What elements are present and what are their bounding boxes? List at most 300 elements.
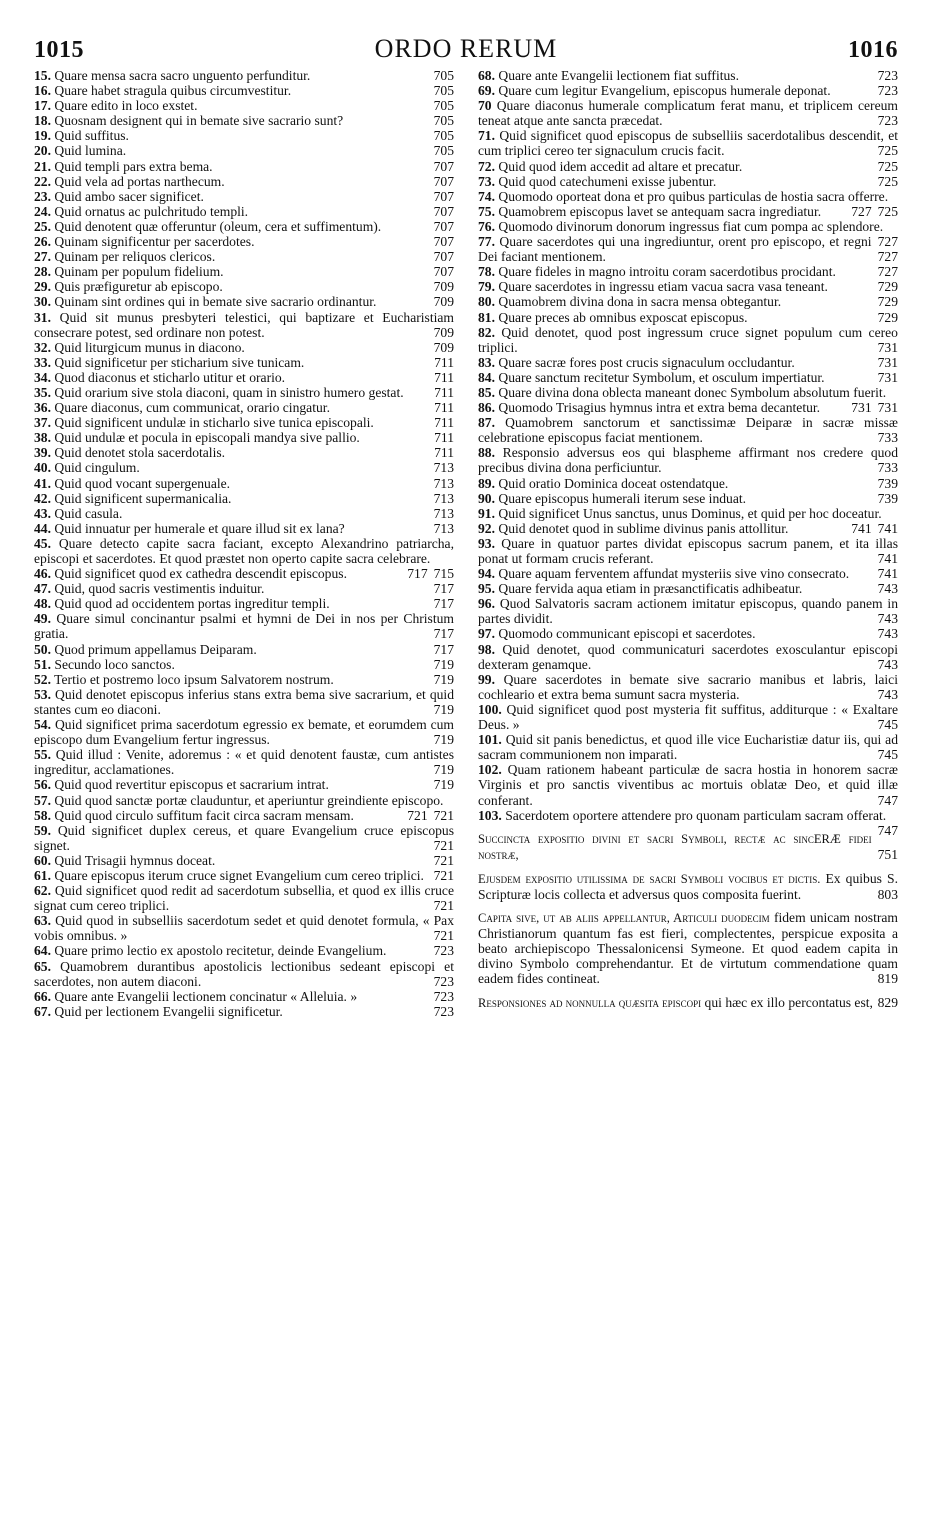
entry-number: 29. xyxy=(34,279,51,295)
entry-page-ref: 729 xyxy=(877,279,898,295)
index-entry xyxy=(34,189,454,204)
index-entry xyxy=(34,808,454,823)
summary-entry xyxy=(478,910,898,986)
index-entry xyxy=(478,445,898,475)
entry-number: 31. xyxy=(34,309,51,325)
entry-number: 94. xyxy=(478,566,495,582)
entry-text: Quamobrem sanctorum et sanctissimæ Deiparæ in sacræ missæ celebratione episcopus faciat mentionem. xyxy=(478,415,898,446)
entry-number: 74. xyxy=(478,188,495,204)
entry-number: 79. xyxy=(478,279,495,295)
entry-page-ref: 723 xyxy=(877,113,898,129)
entry-page-ref: 707 xyxy=(433,218,454,234)
entry-page-ref: 717 xyxy=(433,581,454,597)
entry-text: Quomodo communicant episcopi et sacerdotes. xyxy=(498,626,756,642)
summary-page-ref: 819 xyxy=(877,971,898,987)
entry-text: Quare preces ab omnibus exposcat episcopus. xyxy=(498,309,748,325)
entry-text: Quid oratio Dominica doceat ostendatque. xyxy=(498,475,729,491)
index-entry xyxy=(34,657,454,672)
index-entry xyxy=(478,415,898,445)
entry-number: 84. xyxy=(478,369,495,385)
entry-page-ref: 743 xyxy=(877,686,898,702)
index-entry xyxy=(34,581,454,596)
index-entry xyxy=(34,98,454,113)
index-entry xyxy=(34,1004,454,1019)
index-entry xyxy=(34,310,454,340)
index-entry xyxy=(34,219,454,234)
index-entry xyxy=(478,128,898,158)
entry-text: Quid significetur per sticharium sive tunicam. xyxy=(54,354,305,370)
entry-number: 101. xyxy=(478,732,502,748)
entry-text: Quid sit munus presbyteri telestici, qui baptizare et Eucharistiam consecrare potest, sed ordinare non potest. xyxy=(34,309,454,340)
index-entry xyxy=(478,264,898,279)
index-entry xyxy=(34,959,454,989)
entry-page-ref: 725 xyxy=(877,143,898,159)
entry-text: Quare primo lectio ex apostolo recitetur, deinde Evangelium. xyxy=(54,943,387,959)
index-entry xyxy=(478,642,898,672)
entry-text: Quid quod circulo suffitum facit circa sacram mensam. xyxy=(54,807,354,823)
entry-number: 59. xyxy=(34,822,51,838)
entry-text: Quod diaconus et sticharlo utitur et orario. xyxy=(54,369,286,385)
entry-number: 64. xyxy=(34,943,51,959)
entry-page-ref: 711 xyxy=(434,430,454,446)
entry-number: 85. xyxy=(478,384,495,400)
entry-text: Quare sacerdotes in ingressu etiam vacua sacra vasa teneant. xyxy=(498,279,828,295)
index-entry xyxy=(34,476,454,491)
entry-number: 48. xyxy=(34,596,51,612)
index-entry xyxy=(478,83,898,98)
entry-text: Quare episcopus humerali iterum sese induat. xyxy=(498,490,747,506)
entry-number: 97. xyxy=(478,626,495,642)
entry-page-ref: 729 xyxy=(877,309,898,325)
entry-number: 86. xyxy=(478,400,495,416)
index-entry xyxy=(478,762,898,807)
entry-text: Quid significet quod episcopus de subselliis sacerdotalibus descendit, et cum triplici cereo ter signaculum crucis facit. xyxy=(478,128,899,159)
entry-text: Quare fervida aqua etiam in præsanctificatis adhibeatur. xyxy=(498,581,803,597)
page-number-left: 1015 xyxy=(34,37,84,63)
entry-text: Quinam significentur per sacerdotes. xyxy=(54,234,255,250)
entry-number: 17. xyxy=(34,98,51,114)
entry-page-ref: 725 xyxy=(877,158,898,174)
entry-text: Quare in quatuor partes dividat episcopus sacrum panem, et ita illas ponat ut formam crucis referant. xyxy=(478,535,898,566)
summary-lead: Capita sive, ut ab aliis appellantur, Articuli duodecim xyxy=(478,911,770,926)
entry-text: Quid per lectionem Evangelii significetur. xyxy=(54,1003,283,1019)
index-entry xyxy=(478,174,898,189)
entry-page-ref: 717 xyxy=(407,566,428,582)
entry-page-ref: 717 xyxy=(433,596,454,612)
entry-page-ref: 705 xyxy=(433,98,454,114)
entry-page-ref: 719 xyxy=(433,777,454,793)
entry-text: Quamobrem episcopus lavet se antequam sacra ingrediatur. xyxy=(498,203,822,219)
index-entry xyxy=(34,460,454,475)
index-entry xyxy=(478,325,898,355)
index-entry xyxy=(478,626,898,641)
entry-text: Quid sit panis benedictus, et quod ille vice Eucharistiæ datur iis, qui ad sacram communionem non imparati. xyxy=(478,732,899,763)
entry-text: Quam rationem habeant particulæ de sacra hostia in honorem sacræ Virginis et pro sanctis viventibus ac mortuis oblatæ Deo, et quid illæ conferant. xyxy=(478,762,898,808)
entry-text: Quid quod idem accedit ad altare et precatur. xyxy=(498,158,743,174)
index-entry xyxy=(34,491,454,506)
entry-text: Quid cingulum. xyxy=(54,460,140,476)
entry-text: Sacerdotem oportere attendere pro quonam particulam sacram offerat. xyxy=(505,807,887,823)
entry-number: 35. xyxy=(34,384,51,400)
summary-entry xyxy=(478,871,898,902)
entry-page-ref: 705 xyxy=(433,143,454,159)
entry-page-ref: 727 xyxy=(877,249,898,265)
index-entry xyxy=(34,264,454,279)
entry-text: Quid, quod sacris vestimentis induitur. xyxy=(54,581,265,597)
index-entry xyxy=(478,234,898,264)
entry-text: Quid innuatur per humerale et quare illud sit ex lana? xyxy=(54,520,345,536)
entry-text: Quamobrem durantibus apostolicis lectionibus sedeant episcopi et sacerdotes, non autem diaconi. xyxy=(34,958,454,989)
entry-number: 44. xyxy=(34,520,51,536)
entry-number: 42. xyxy=(34,490,51,506)
entry-text: Quid denotet stola sacerdotalis. xyxy=(54,445,226,461)
entry-text: Quid templi pars extra bema. xyxy=(54,158,213,174)
index-entry xyxy=(34,294,454,309)
entry-text: Quare mensa sacra sacro unguento perfunditur. xyxy=(54,68,311,83)
entry-page-ref: 723 xyxy=(433,1003,454,1019)
entry-text: Quid casula. xyxy=(54,505,123,521)
entry-page-ref: 705 xyxy=(433,83,454,99)
entry-text: Quid quod ad occidentem portas ingreditur templi. xyxy=(54,596,330,612)
index-entry xyxy=(34,943,454,958)
index-entry xyxy=(34,823,454,853)
entry-text: Quare cum legitur Evangelium, episcopus humerale deponat. xyxy=(498,83,831,99)
entry-text: Quid significet Unus sanctus, unus Dominus, et quid per hoc doceatur. xyxy=(498,505,882,521)
entry-page-ref: 731 xyxy=(851,400,872,416)
entry-number: 73. xyxy=(478,173,495,189)
entry-number: 69. xyxy=(478,83,495,99)
entry-number: 62. xyxy=(34,883,51,899)
entry-number: 68. xyxy=(478,68,495,83)
entry-text: Quod Salvatoris sacram actionem imitatur episcopus, quando panem in partes dividit. xyxy=(478,596,898,627)
entry-page-ref: 725 xyxy=(877,173,898,189)
entry-page-ref: 711 xyxy=(434,400,454,416)
entry-text: Quid significet quod redit ad sacerdotum subsellia, et quod ex illis cruce signat cum cereo triplici. xyxy=(34,883,454,914)
index-entry xyxy=(34,777,454,792)
entry-text: Quid vela ad portas narthecum. xyxy=(54,173,225,189)
entry-page-ref: 707 xyxy=(433,158,454,174)
index-entry xyxy=(478,491,898,506)
entry-number: 80. xyxy=(478,294,495,310)
entry-page-ref: 711 xyxy=(434,369,454,385)
entry-page-ref: 713 xyxy=(433,475,454,491)
summary-text: Ex quibus S. Scripturæ locis collecta et adversus quos composita fuerint. xyxy=(478,870,898,902)
entry-page-ref: 705 xyxy=(433,68,454,83)
index-entry xyxy=(34,113,454,128)
entry-number: 54. xyxy=(34,717,51,733)
index-entry xyxy=(478,672,898,702)
entry-number: 103. xyxy=(478,807,502,823)
entry-page-ref: 711 xyxy=(434,384,454,400)
entry-number: 66. xyxy=(34,988,51,1004)
entry-page-ref: 733 xyxy=(877,460,898,476)
entry-page-ref: 705 xyxy=(433,128,454,144)
entry-number: 75. xyxy=(478,203,495,219)
entry-page-ref: 713 xyxy=(433,505,454,521)
entry-text: Tertio et postremo loco ipsum Salvatorem nostrum. xyxy=(54,671,334,687)
entry-number: 99. xyxy=(478,671,495,687)
entry-page-ref: 721 xyxy=(433,837,454,853)
entry-text: Quid quod vocant supergenuale. xyxy=(54,475,231,491)
entry-page-ref: 743 xyxy=(877,626,898,642)
index-entry xyxy=(34,566,454,581)
entry-page-ref: 709 xyxy=(433,339,454,355)
entry-page-ref: 723 xyxy=(433,943,454,959)
entry-page-ref: 721 xyxy=(407,807,428,823)
entry-page-ref: 723 xyxy=(433,973,454,989)
left-column xyxy=(34,68,454,1019)
index-entry xyxy=(478,521,898,536)
entry-page-ref: 715 xyxy=(433,566,454,582)
entry-page-ref: 745 xyxy=(877,717,898,733)
entry-number: 52. xyxy=(34,671,51,687)
entry-page-ref: 727 xyxy=(877,234,898,250)
entry-page-ref: 733 xyxy=(877,430,898,446)
entry-page-ref: 741 xyxy=(851,520,872,536)
entry-number: 60. xyxy=(34,852,51,868)
index-entry xyxy=(478,294,898,309)
summary-entry xyxy=(478,831,898,863)
index-entry xyxy=(478,68,898,83)
entry-text: Quis præfiguretur ab episcopo. xyxy=(54,279,223,295)
entry-text: Quare fideles in magno introitu coram sacerdotibus procidant. xyxy=(498,264,836,280)
entry-page-ref: 725 xyxy=(877,203,898,219)
index-entry xyxy=(34,234,454,249)
entry-page-ref: 741 xyxy=(877,566,898,582)
entry-number: 19. xyxy=(34,128,51,144)
entry-text: Quare simul concinantur psalmi et hymni de Dei in nos per Christum gratia. xyxy=(34,611,454,642)
index-entry xyxy=(34,596,454,611)
entry-number: 16. xyxy=(34,83,51,99)
entry-text: Quid Trisagii hymnus doceat. xyxy=(54,852,216,868)
entry-page-ref: 743 xyxy=(877,611,898,627)
entry-page-ref: 707 xyxy=(433,203,454,219)
index-entry xyxy=(478,476,898,491)
entry-page-ref: 713 xyxy=(433,520,454,536)
entry-number: 34. xyxy=(34,369,51,385)
entry-number: 50. xyxy=(34,641,51,657)
entry-text: Quid quod sanctæ portæ clauduntur, et aperiuntur greindiente episcopo. xyxy=(54,792,444,808)
entry-page-ref: 743 xyxy=(877,656,898,672)
index-entry xyxy=(478,159,898,174)
entry-number: 96. xyxy=(478,596,495,612)
entry-page-ref: 731 xyxy=(877,339,898,355)
entry-number: 47. xyxy=(34,581,51,597)
index-entry xyxy=(34,430,454,445)
entry-page-ref: 731 xyxy=(877,400,898,416)
index-entry xyxy=(34,204,454,219)
entry-number: 43. xyxy=(34,505,51,521)
index-entry xyxy=(34,68,454,83)
entry-text: Quomodo Trisagius hymnus intra et extra bema decantetur. xyxy=(498,400,821,416)
entry-number: 45. xyxy=(34,535,51,551)
entry-number: 61. xyxy=(34,867,51,883)
entry-number: 21. xyxy=(34,158,51,174)
entry-text: Quare episcopus iterum cruce signet Evangelium cum cereo triplici. xyxy=(54,867,424,883)
entry-page-ref: 747 xyxy=(877,822,898,838)
entry-page-ref: 731 xyxy=(877,369,898,385)
entry-number: 98. xyxy=(478,641,495,657)
entry-text: Quare diaconus, cum communicat, orario cingatur. xyxy=(54,400,330,416)
entry-text: Quosnam designent qui in bemate sive sacrario sunt? xyxy=(54,113,344,129)
entry-number: 67. xyxy=(34,1003,51,1019)
entry-page-ref: 729 xyxy=(877,294,898,310)
entry-text: Quomodo divinorum donorum ingressus fiat cum pompa ac splendore. xyxy=(498,218,884,234)
entry-text: Quare detecto capite sacra faciant, excepto Alexandrino patriarcha, episcopi et sacerdotes. Et quod præstet non operto capite sacra celebrare. xyxy=(34,535,454,566)
entry-number: 82. xyxy=(478,324,495,340)
index-entry xyxy=(34,853,454,868)
entry-text: Quid undulæ et pocula in episcopali mandya sive pallio. xyxy=(54,430,360,446)
entry-text: Quomodo oporteat dona et pro quibus particulas de hostia sacra offerre. xyxy=(498,188,889,204)
index-entry xyxy=(34,883,454,913)
entry-page-ref: 711 xyxy=(434,445,454,461)
entry-number: 32. xyxy=(34,339,51,355)
entry-number: 51. xyxy=(34,656,51,672)
index-entry xyxy=(478,581,898,596)
index-entry xyxy=(34,400,454,415)
index-entry xyxy=(34,279,454,294)
entry-text: Quid quod in subselliis sacerdotum sedet et quid denotet formula, « Pax vobis omnibus. » xyxy=(34,913,454,944)
entry-page-ref: 739 xyxy=(877,490,898,506)
entry-number: 71. xyxy=(478,128,495,144)
entry-text: Quid illud : Venite, adoremus : « et quid denotent faustæ, cum antistes ingreditur, acclamationes. xyxy=(34,747,454,778)
entry-number: 37. xyxy=(34,415,51,431)
entry-number: 20. xyxy=(34,143,51,159)
index-entry xyxy=(478,536,898,566)
index-entry xyxy=(34,159,454,174)
entry-page-ref: 707 xyxy=(433,173,454,189)
index-entry xyxy=(478,370,898,385)
entry-number: 65. xyxy=(34,958,51,974)
entry-number: 22. xyxy=(34,173,51,189)
entry-page-ref: 727 xyxy=(877,264,898,280)
entry-number: 41. xyxy=(34,475,51,491)
index-entry xyxy=(478,279,898,294)
entry-page-ref: 711 xyxy=(434,415,454,431)
entry-text: Quamobrem divina dona in sacra mensa obtegantur. xyxy=(498,294,782,310)
index-entry xyxy=(34,370,454,385)
entry-number: 83. xyxy=(478,354,495,370)
entry-number: 89. xyxy=(478,475,495,491)
entry-page-ref: 723 xyxy=(433,988,454,1004)
entry-text: Quid significent undulæ in sticharlo sive tunica episcopali. xyxy=(54,415,374,431)
page-number-right: 1016 xyxy=(847,37,898,63)
entry-number: 28. xyxy=(34,264,51,280)
entry-number: 33. xyxy=(34,354,51,370)
index-entry xyxy=(34,506,454,521)
entry-page-ref: 745 xyxy=(877,747,898,763)
entry-text: Quare ante Evangelii lectionem concinatur « Alleluia. » xyxy=(54,988,358,1004)
entry-number: 95. xyxy=(478,581,495,597)
index-entry xyxy=(34,642,454,657)
index-entry xyxy=(34,174,454,189)
index-entry xyxy=(34,717,454,747)
entry-number: 72. xyxy=(478,158,495,174)
entry-page-ref: 707 xyxy=(433,249,454,265)
entry-text: Quid significet quod post mysteria fit suffitus, additurque : « Exaltare Deus. » xyxy=(478,701,898,733)
entry-number: 77. xyxy=(478,234,495,250)
entry-page-ref: 713 xyxy=(433,460,454,476)
entry-page-ref: 741 xyxy=(877,551,898,566)
entry-page-ref: 723 xyxy=(877,68,898,83)
index-entry xyxy=(478,355,898,370)
entry-page-ref: 717 xyxy=(433,626,454,642)
summary-page-ref: 803 xyxy=(877,886,898,902)
entry-page-ref: 743 xyxy=(877,581,898,597)
entry-page-ref: 739 xyxy=(877,475,898,491)
summary-lead: Succincta expositio divini et sacri Symboli, rectæ ac sincERÆ fidei nostræ, xyxy=(478,831,872,862)
index-entry xyxy=(34,143,454,158)
entry-page-ref: 719 xyxy=(433,656,454,672)
entry-page-ref: 711 xyxy=(434,354,454,370)
entry-text: Quid denotet quod in sublime divinus panis attollitur. xyxy=(498,520,789,536)
index-entry xyxy=(34,611,454,641)
entry-number: 90. xyxy=(478,490,495,506)
entry-number: 76. xyxy=(478,218,495,234)
index-entry xyxy=(34,83,454,98)
summary-page-ref: 751 xyxy=(877,846,898,862)
entry-number: 36. xyxy=(34,400,51,416)
index-entry xyxy=(34,989,454,1004)
entry-page-ref: 723 xyxy=(877,83,898,99)
index-entry xyxy=(478,596,898,626)
entry-number: 25. xyxy=(34,218,51,234)
entry-number: 57. xyxy=(34,792,51,808)
entry-page-ref: 721 xyxy=(433,807,454,823)
entry-number: 40. xyxy=(34,460,51,476)
entry-page-ref: 709 xyxy=(433,324,454,340)
entry-text: Quinam sint ordines qui in bemate sive sacrario ordinantur. xyxy=(54,294,377,310)
entry-page-ref: 727 xyxy=(851,203,872,219)
index-entry xyxy=(34,128,454,143)
entry-number: 91. xyxy=(478,505,495,521)
entry-number: 78. xyxy=(478,264,495,280)
entry-text: Quid lumina. xyxy=(54,143,127,159)
entry-page-ref: 709 xyxy=(433,279,454,295)
entry-text: Quid significet quod ex cathedra descendit episcopus. xyxy=(54,566,347,582)
entry-text: Quare ante Evangelii lectionem fiat suffitus. xyxy=(498,68,739,83)
index-entry xyxy=(34,747,454,777)
entry-number: 30. xyxy=(34,294,51,310)
entry-text: Quare habet stragula quibus circumvestitur. xyxy=(54,83,292,99)
entry-number: 70 xyxy=(478,98,492,114)
index-entry xyxy=(34,385,454,400)
index-entry xyxy=(478,702,898,732)
entry-text: Quid orarium sive stola diaconi, quam in sinistro humero gestat. xyxy=(54,384,404,400)
summary-text: fidem unicam nostram Christianorum quantum fas est fieri, complectentes, perspicue exposita a beato archiepiscopo Thessalonicensi Symeone. Et quod eadem capita in divino Symbolo comprehendantur. Et de virtutum commendatione quam eadem fides contineat. xyxy=(478,910,898,987)
entry-number: 81. xyxy=(478,309,495,325)
index-entry xyxy=(34,355,454,370)
entry-number: 39. xyxy=(34,445,51,461)
index-entry xyxy=(34,445,454,460)
entry-number: 27. xyxy=(34,249,51,265)
entry-page-ref: 721 xyxy=(433,867,454,883)
entry-number: 88. xyxy=(478,445,495,461)
entry-number: 38. xyxy=(34,430,51,446)
entry-text: Quid significent supermanicalia. xyxy=(54,490,232,506)
entry-text: Quare sacræ fores post crucis signaculum occludantur. xyxy=(498,354,795,370)
entry-text: Quid quod revertitur episcopus et sacrarium intrat. xyxy=(54,777,329,793)
index-entry xyxy=(34,249,454,264)
right-column xyxy=(478,68,898,1019)
summary-page-ref: 829 xyxy=(877,994,898,1010)
entry-text: Quid ambo sacer significet. xyxy=(54,188,204,204)
summary-entry xyxy=(478,995,898,1011)
entry-number: 100. xyxy=(478,701,502,717)
entry-text: Quare sacerdotes in bemate sive sacrario manibus et labris, laici cochleario et extra bema sumunt sacra mysteria. xyxy=(478,671,898,702)
index-entry xyxy=(34,687,454,717)
index-entry xyxy=(34,340,454,355)
